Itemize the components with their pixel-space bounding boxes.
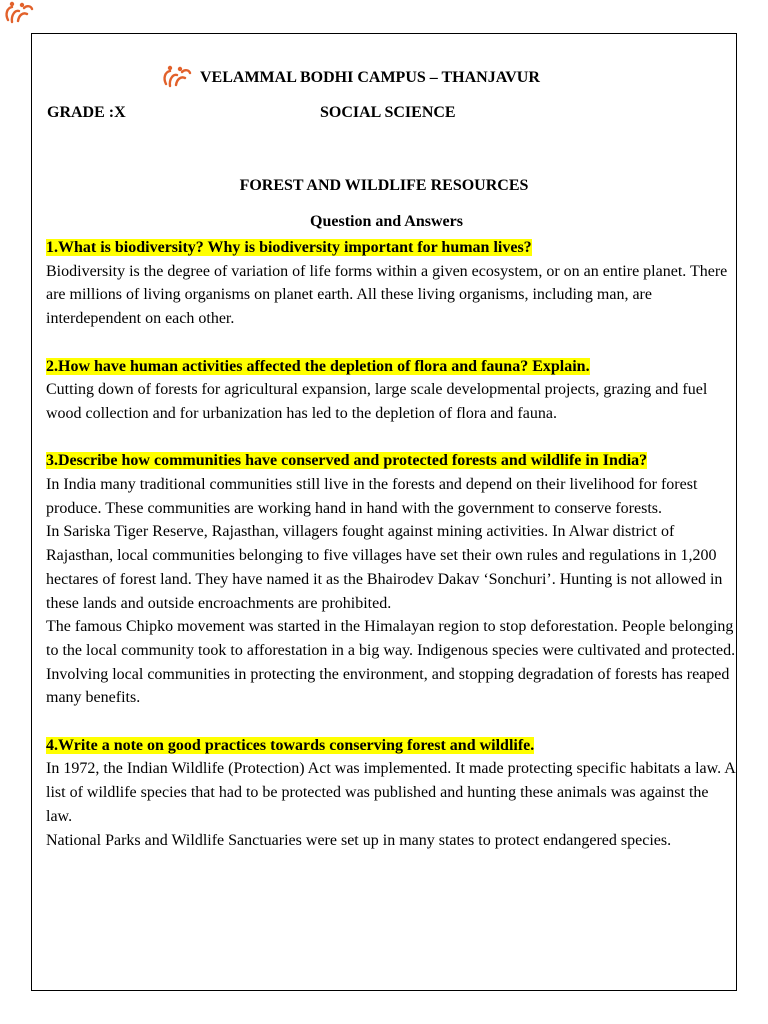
- answer-paragraph: The famous Chipko movement was started in the Himalayan region to stop deforestation. People belonging to the local community took to afforestation in a big way. Indigenous species were cultivated and protected.: [46, 618, 736, 659]
- answer-paragraph: In 1972, the Indian Wildlife (Protection) Act was implemented. It made protecting specific habitats a law. A list of wildlife species that had to be protected was published and hunting these animals was against the law.: [46, 760, 735, 825]
- school-header: [160, 64, 540, 92]
- answer-paragraph: Cutting down of forests for agricultural expansion, large scale developmental projects, grazing and fuel wood collection and for urbanization has led to the depletion of flora and fauna.: [46, 381, 708, 422]
- document-subtitle: Question and Answers: [310, 213, 463, 230]
- corner-logo-icon: [2, 0, 34, 28]
- question-heading: 3.Describe how communities have conserved and protected forests and wildlife in India?: [46, 452, 648, 470]
- velammal-logo-icon: [160, 64, 192, 92]
- document-title: FOREST AND WILDLIFE RESOURCES: [239, 177, 529, 194]
- question-heading: 4.Write a note on good practices towards conserving forest and wildlife.: [46, 736, 535, 754]
- answer-paragraph: Involving local communities in protecting the environment, and stopping degradation of forests has reaped many benefits.: [46, 665, 730, 707]
- question-heading: 2.How have human activities affected the depletion of flora and fauna? Explain.: [46, 357, 590, 375]
- question-heading: 1.What is biodiversity? Why is biodiversity important for human lives?: [46, 239, 532, 256]
- answer-paragraph: In India many traditional communities still live in the forests and depend on their livelihood for forest produce. These communities are working hand in hand with the government to conserve forests.: [46, 476, 698, 517]
- answer-paragraph: National Parks and Wildlife Sanctuaries were set up in many states to protect endangered species.: [46, 831, 672, 849]
- qa-item-3: [46, 449, 736, 710]
- qa-content: [46, 236, 736, 852]
- school-name: VELAMMAL BODHI CAMPUS – THANJAVUR: [200, 69, 540, 86]
- subject-label: SOCIAL SCIENCE: [320, 104, 456, 121]
- qa-item-1: [46, 236, 736, 331]
- qa-item-4: [46, 734, 736, 853]
- qa-item-2: [46, 355, 736, 426]
- answer-paragraph: Biodiversity is the degree of variation of life forms within a given ecosystem, or on an entire planet. There are millions of living organisms on planet earth. All these living organisms, including man, are interdependent on each other.: [46, 262, 728, 328]
- grade-label: GRADE :X: [47, 104, 126, 121]
- answer-paragraph: In Sariska Tiger Reserve, Rajasthan, villagers fought against mining activities. In Alwar district of Rajasthan, local communities belonging to five villages have set their own rules and regulations in 1,200 hectares of forest land. They have named it as the Bhairodev Dakav ‘Sonchuri’. Hunting is not allowed in these lands and outside encroachments are prohibited.: [46, 523, 723, 612]
